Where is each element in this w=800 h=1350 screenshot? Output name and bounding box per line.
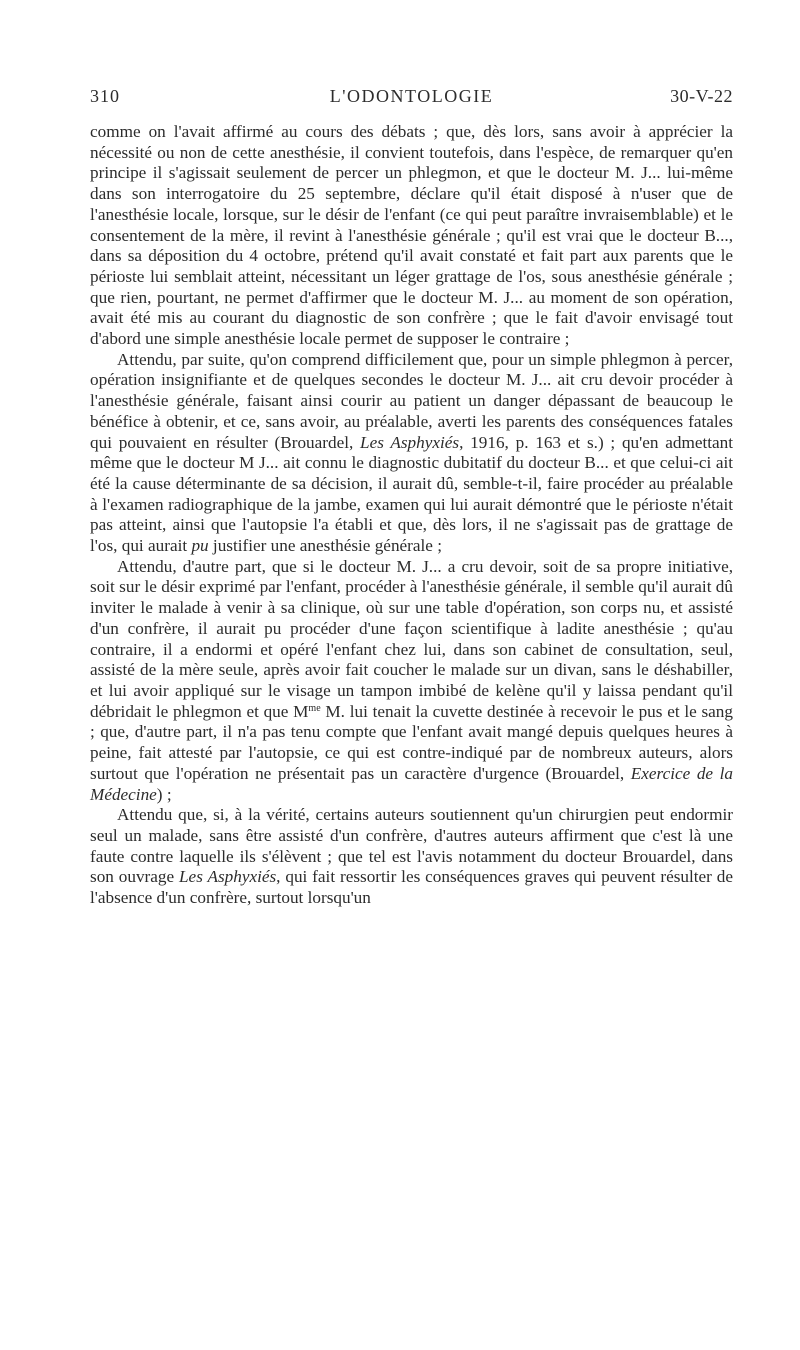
superscript-abbreviation: me: [308, 702, 321, 714]
paragraph-4: [90, 805, 733, 909]
paragraph-3-text-a: Attendu, d'autre part, que si le docteur M. J... a cru devoir, soit de sa propre initiative, soit sur le désir exprimé par l'enfant, procéder à l'anesthésie générale, il semble qu'il aurait dû inviter le malade à venir à sa clinique, où sur une table d'opération, son corps nu, et assisté d'un confrère, il aurait pu procéder d'une façon scientifique à ladite anesthésie ; qu'au contraire, il a endormi et opéré l'enfant chez lui, dans son cabinet de consultation, seul, assisté de la mère seule, après avoir fait coucher le malade sur un divan, sans le déshabiller, et lui avoir appliqué sur le visage un tampon imbibé de kelène qu'il y laissa pendant qu'il débridait le phlegmon et que M: [90, 556, 733, 721]
paragraph-2-text-a: Attendu, par suite, qu'on comprend difficilement que, pour un simple phlegmon à percer, opération insignifiante et de quelques secondes le docteur M. J... ait cru devoir procéder à l'anesthésie générale, faisant ainsi courir au patient un danger dépassant de beaucoup le bénéfice à obtenir, et ce, sans avoir, au préalable, averti les parents des conséquences fatales qui pouvaient en résulter (Brouardel,: [90, 349, 733, 452]
cited-work-title: Exercice de la Médecine: [90, 763, 733, 804]
body-text: [90, 122, 733, 909]
paragraph-1: [90, 122, 733, 350]
paragraph-3-text-b: M. lui tenait la cuvette destinée à recevoir le pus et le sang ; que, d'autre part, il n'a pas tenu compte que l'enfant avait mangé depuis quelques heures à peine, fait attesté par l'autopsie, ce qui est contre-indiqué par de nombreux auteurs, alors surtout que l'opération ne présentait pas un caractère d'urgence (Brouardel,: [90, 701, 733, 783]
journal-title: L'ODONTOLOGIE: [329, 86, 494, 106]
italic-word: pu: [191, 536, 209, 556]
cited-work-title: Les Asphyxiés: [179, 867, 277, 887]
cited-work-title: Les Asphyxiés: [360, 432, 460, 452]
paragraph-2: [90, 350, 733, 557]
running-head: [90, 86, 733, 116]
paragraph-1-text: comme on l'avait affirmé au cours des débats ; que, dès lors, sans avoir à apprécier la nécessité ou non de cette anesthésie, il convient toutefois, dans l'espèce, de remarquer qu'en principe il s'agissait seulement de percer un phlegmon, et que le docteur M. J... lui-même dans son interrogatoire du 25 septembre, déclare qu'il était disposé à n'user que de l'anesthésie locale, lorsque, sur le désir de l'enfant (ce qui peut paraître invraisemblable) et le consentement de la mère, il revint à l'anesthésie générale ; qu'il est vrai que le docteur B..., dans sa déposition du 4 octobre, prétend qu'il avait constaté et fait part aux parents que le périoste lui semblait atteint, nécessitant un léger grattage de l'os, sous anesthésie générale ; que rien, pourtant, ne permet d'affirmer que le docteur M. J... au moment de son opération, avait été mis au courant du diagnostic de son confrère ; que le fait d'avoir envisagé tout d'abord une simple anesthésie locale permet de supposer le contraire ;: [90, 122, 733, 349]
paragraph-4-text-b: , qui fait ressortir les conséquences graves qui peuvent résulter de l'absence d'un confrère, surtout lorsqu'un: [90, 867, 733, 908]
paragraph-3-text-c: ) ;: [156, 784, 172, 804]
paragraph-2-text-b: , 1916, p. 163 et s.) ; qu'en admettant même que le docteur M J... ait connu le diagnostic dubitatif du docteur B... et que celui-ci ait été la cause déterminante de sa décision, il aurait dû, semble-t-il, faire procéder au préalable à l'examen radiographique de la jambe, examen qui lui aurait démontré que le périoste n'était pas atteint, ainsi que l'autopsie l'a établi et que, dès lors, il ne s'agissait pas de grattage de l'os, qui aurait: [90, 432, 733, 556]
paragraph-2-text-c: justifier une anesthésie générale ;: [208, 536, 442, 556]
book-page: [90, 86, 733, 909]
page-number: 310: [90, 86, 120, 106]
paragraph-3: [90, 557, 733, 805]
paragraph-4-text-a: Attendu que, si, à la vérité, certains auteurs soutiennent qu'un chirurgien peut endormir seul un malade, sans être assisté d'un confrère, d'autres auteurs affirment que c'est là une faute contre laquelle ils s'élèvent ; que tel est l'avis notamment du docteur Brouardel, dans son ouvrage: [90, 805, 733, 887]
issue-date: 30-V-22: [670, 86, 733, 106]
